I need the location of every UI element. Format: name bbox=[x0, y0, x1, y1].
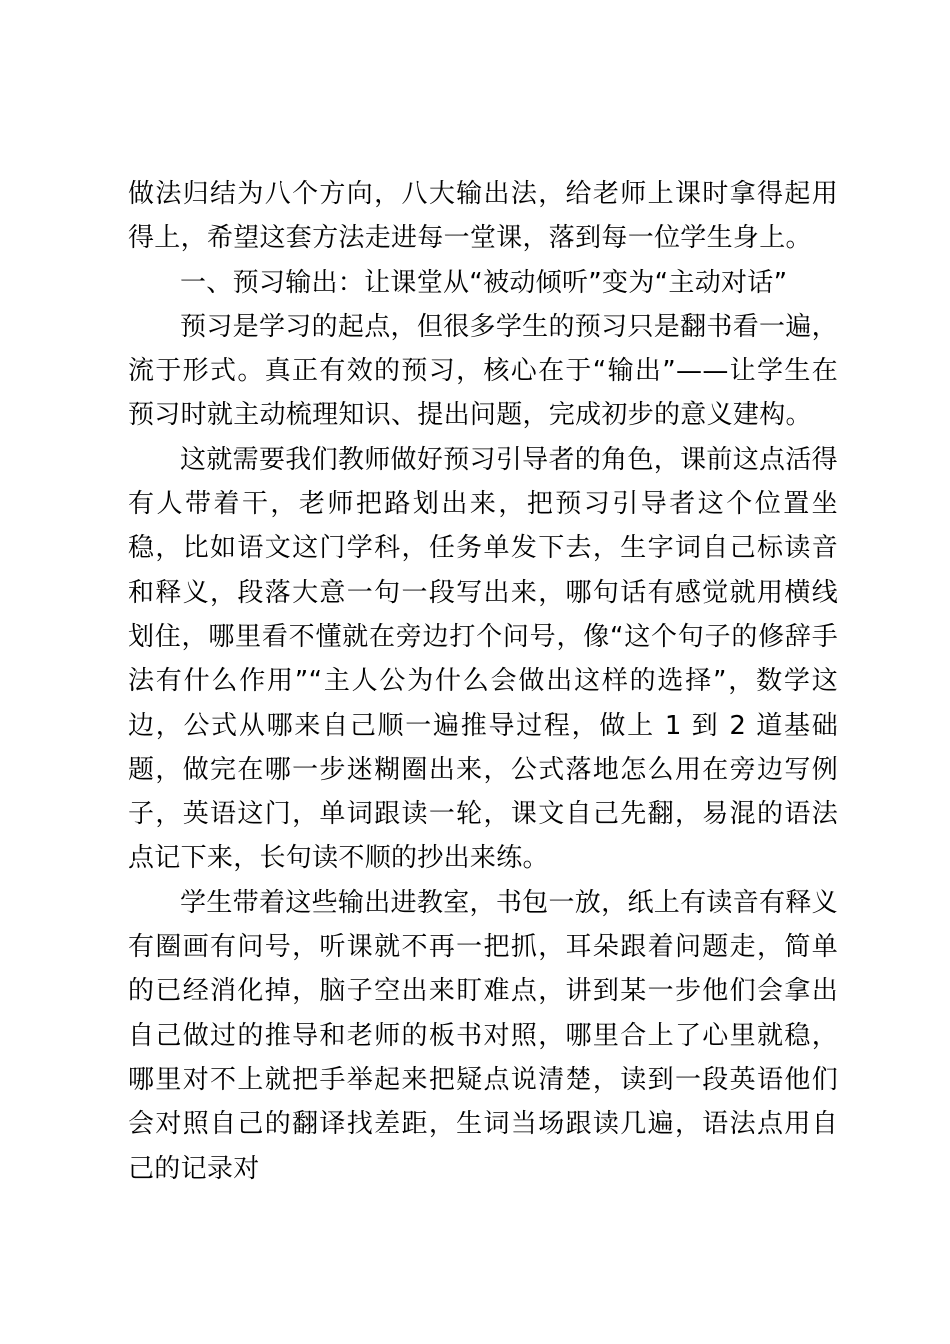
paragraph-teacher-role: 这就需要我们教师做好预习引导者的角色，课前这点活得有人带着干，老师把路划出来，把预习引导者这个位置坐稳，比如语文这门学科，任务单发下去，生字词自己标读音和释义，段落大意一句一段写出来，哪句话有感觉就用横线划住，哪里看不懂就在旁边打个问号，像“这个句子的修辞手法有什么作用”“主人公为什么会做出这样的选择”，数学这边，公式从哪来自己顺一遍推导过程，做上 1 到 2 道基础题，做完在哪一步迷糊圈出来，公式落地怎么用在旁边写例子，英语这门，单词跟读一轮，课文自己先翻，易混的语法点记下来，长句读不顺的抄出来练。 bbox=[128, 444, 838, 874]
section-heading: 一、预习输出：让课堂从“被动倾听”变为“主动对话” bbox=[180, 267, 788, 298]
paragraph-student-output: 学生带着这些输出进教室，书包一放，纸上有读音有释义有圈画有问号，听课就不再一把抓，耳朵跟着问题走，简单的已经消化掉，脑子空出来盯难点，讲到某一步他们会拿出自己做过的推导和老师的板书对照，哪里合上了心里就稳，哪里对不上就把手举起来把疑点说清楚，读到一段英语他们会对照自己的翻译找差距，生词当场跟读几遍，语法点用自己的记录对 bbox=[128, 887, 838, 1184]
document-body bbox=[128, 172, 838, 1191]
paragraph-continuation: 做法归结为八个方向，八大输出法，给老师上课时拿得起用得上，希望这套方法走进每一堂课，落到每一位学生身上。 bbox=[128, 179, 838, 254]
paragraph-preview-intro: 预习是学习的起点，但很多学生的预习只是翻书看一遍，流于形式。真正有效的预习，核心在于“输出”——让学生在预习时就主动梳理知识、提出问题，完成初步的意义建构。 bbox=[128, 311, 838, 431]
